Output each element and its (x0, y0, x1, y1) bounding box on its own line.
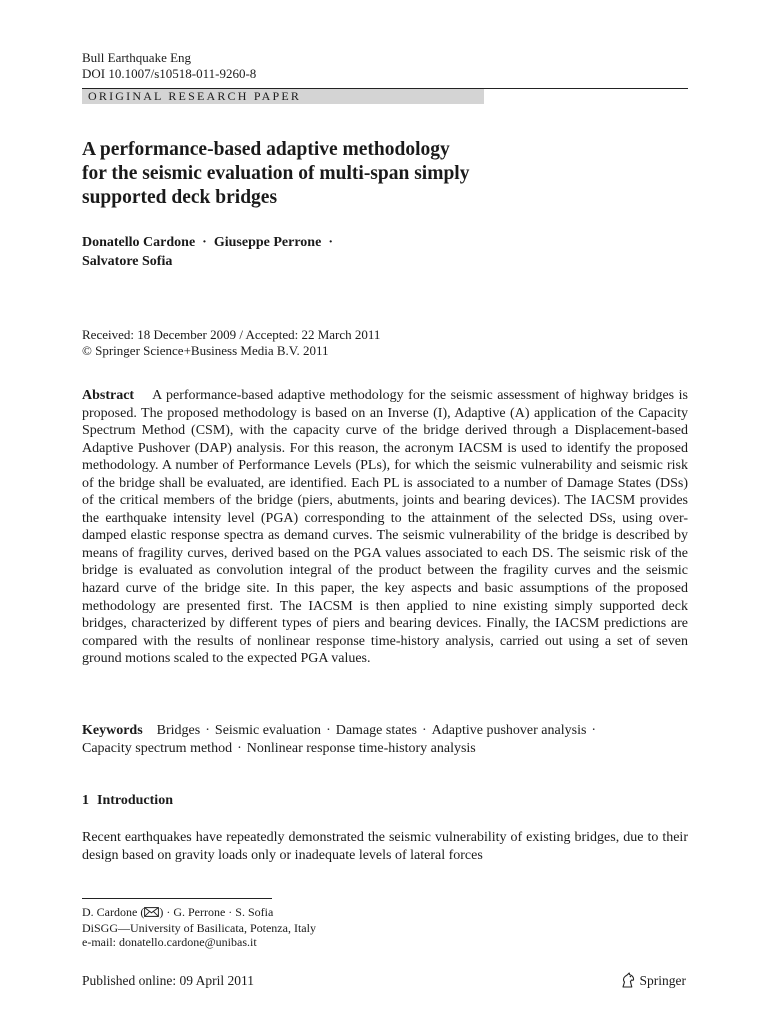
abstract (82, 387, 688, 668)
page-footer (82, 973, 688, 991)
keyword: Damage states (335, 723, 417, 738)
author-list (82, 233, 340, 271)
title-line: for the seismic evaluation of multi-span simply (82, 163, 470, 184)
received-accepted: Received: 18 December 2009 / Accepted: 22 March 2011 (82, 327, 381, 342)
springer-horse-icon (620, 972, 636, 989)
keyword: Capacity spectrum method (82, 740, 233, 756)
author-separator: · (328, 235, 333, 250)
keyword: Seismic evaluation (214, 723, 322, 738)
envelope-icon (144, 906, 159, 921)
corresponding-author: D. Cardone ( (82, 905, 145, 919)
author-separator: · (202, 235, 207, 250)
publisher-logo (620, 972, 687, 989)
section-heading (82, 793, 173, 809)
keyword: Bridges (156, 723, 201, 738)
title-line: A performance-based adaptive methodology (82, 139, 450, 160)
footnote-rule (82, 898, 272, 899)
keyword-separator: · (421, 723, 427, 738)
author-name: Giuseppe Perrone (213, 235, 322, 250)
copyright: © Springer Science+Business Media B.V. 2011 (82, 342, 329, 358)
keyword-separator: · (237, 740, 242, 756)
journal-header (82, 50, 256, 82)
keywords (82, 722, 688, 757)
publication-dates (82, 327, 380, 358)
paper-title (82, 138, 622, 210)
author-name: Salvatore Sofia (82, 254, 173, 269)
abstract-text: A performance-based adaptive methodology for the seismic assessment of highway bridges is proposed. The proposed methodology is based on an Inverse (I), Adaptive (A) application of the Capacity Spectrum Method (CSM), with the capacity curve of the bridge derived through a Displacement-based Adaptive Pushover (DAP) analysis. For this reason, the acronym IACSM is used to identify the proposed methodology. A number of Performance Levels (PLs), for which the seismic vulnerability and seismic risk of the bridge shall be evaluated, are identified. Each PL is associated to a number of Damage States (DSs) of the critical members of the bridge (piers, abutments, joints and bearing devices). The IACSM provides the earthquake intensity level (PGA) corresponding to the attainment of the selected DSs, using over-damped elastic response spectra as demand curves. The seismic vulnerability of the bridge is described by means of fragility curves, derived based on the PGA values associated to each DS. The seismic risk of the bridge is evaluated as convolution integral of the product between the fragility curves and the seismic hazard curve of the bridge site. In this paper, the key aspects and basic assumptions of the proposed methodology are presented first. The IACSM is then applied to nine existing simply supported deck bridges, characterized by different types of piers and bearing devices. Finally, the IACSM predictions are compared with the results of nonlinear response time-history analysis, carried out using a set of seven ground motions scaled to the expected PGA values. (82, 388, 688, 667)
keyword-separator: · (591, 723, 597, 738)
author-name: Donatello Cardone (82, 235, 196, 250)
keyword: Nonlinear response time-history analysis (246, 740, 476, 756)
email[interactable]: e-mail: donatello.cardone@unibas.it (82, 935, 257, 949)
section-title: Introduction (97, 793, 173, 808)
coauthors: · G. Perrone · S. Sofia (163, 905, 274, 919)
affiliation: DiSGG—University of Basilicata, Potenza, Italy (82, 920, 316, 935)
footnote-paren: ) (159, 905, 164, 919)
title-line: supported deck bridges (82, 187, 278, 208)
author-footnote (82, 905, 316, 950)
article-category: ORIGINAL RESEARCH PAPER (82, 89, 484, 104)
keyword: Adaptive pushover analysis (431, 723, 587, 738)
doi: DOI 10.1007/s10518-011-9260-8 (82, 66, 257, 81)
abstract-label: Abstract (82, 388, 135, 403)
keyword-separator: · (326, 723, 331, 738)
published-online: Published online: 09 April 2011 (82, 973, 254, 988)
journal-name: Bull Earthquake Eng (82, 50, 192, 65)
publisher-name: Springer (639, 972, 686, 988)
paper-page (82, 0, 688, 1024)
intro-paragraph: Recent earthquakes have repeatedly demonstrated the seismic vulnerability of existing bridges, due to their design based on gravity loads only or inadequate levels of lateral forces (82, 830, 688, 863)
keyword-separator: · (205, 723, 210, 738)
keywords-label: Keywords (82, 723, 143, 738)
section-number: 1 (82, 793, 89, 808)
